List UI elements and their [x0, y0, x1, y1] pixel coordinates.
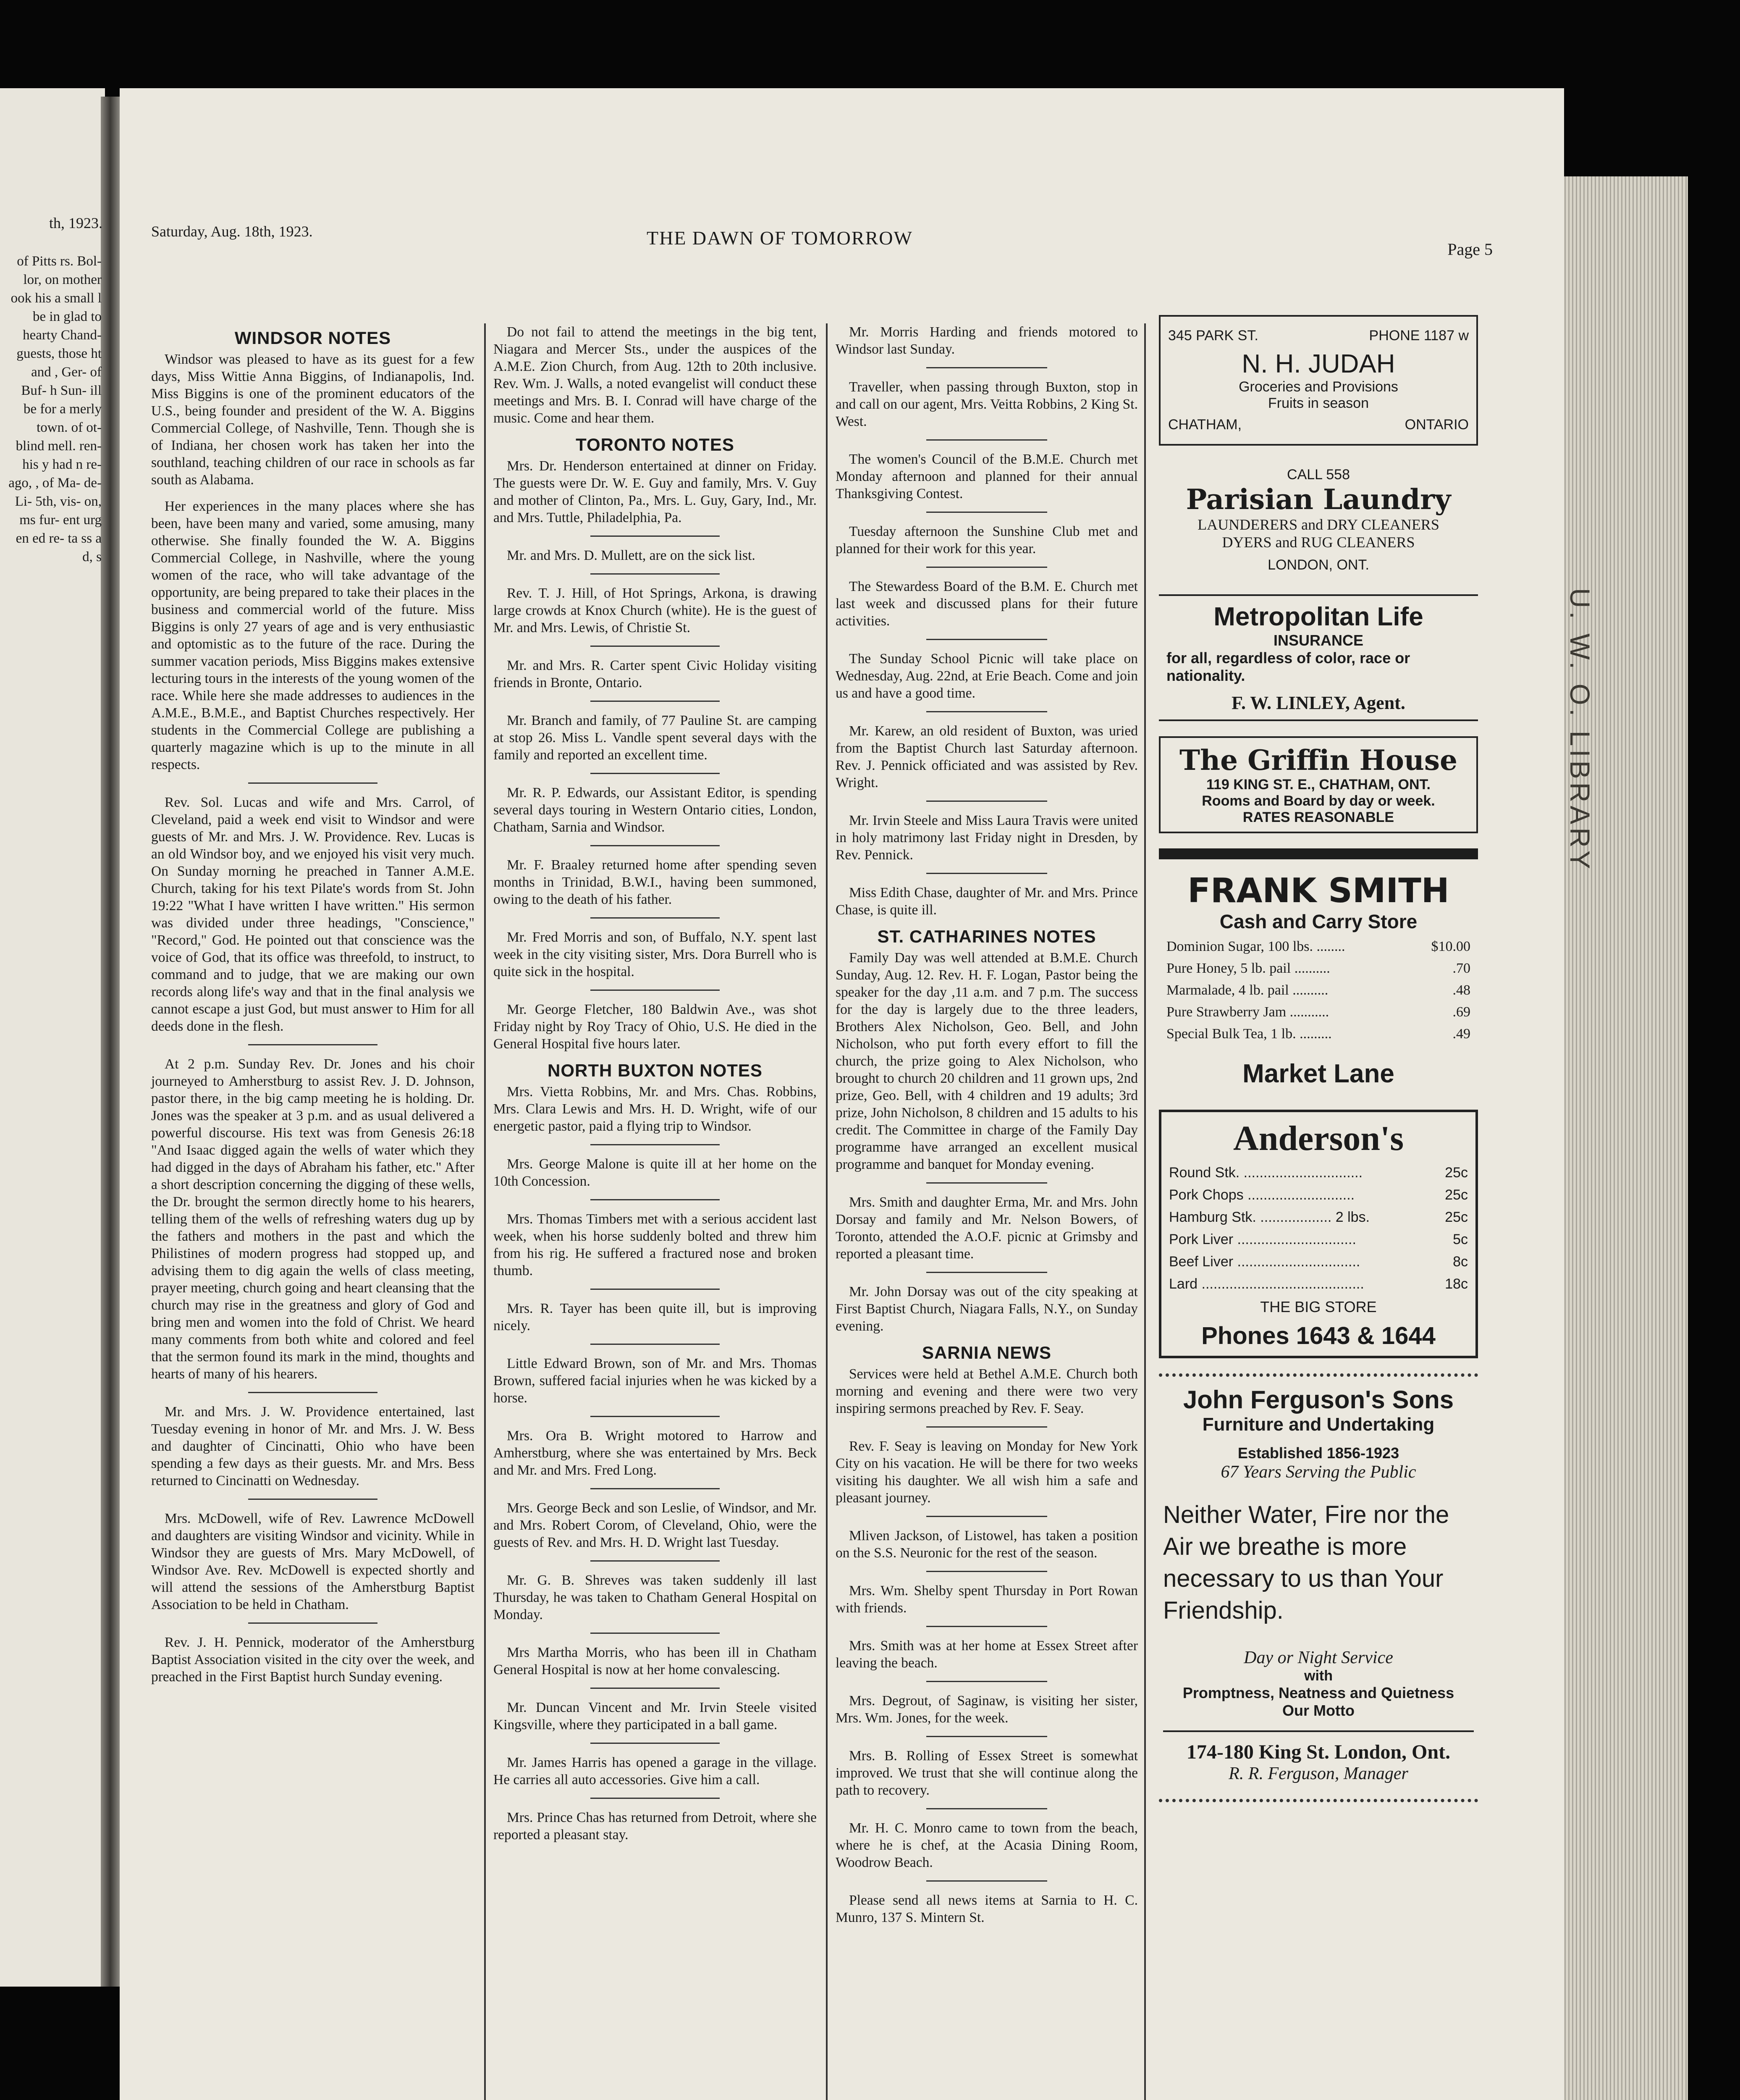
- article-paragraph: Miss Edith Chase, daughter of Mr. and Mrs. Prince Chase, is quite ill.: [836, 885, 1138, 918]
- divider: [926, 512, 1047, 513]
- laundry-line1: LAUNDERERS and DRY CLEANERS: [1198, 516, 1439, 533]
- price-value: .49: [1452, 1026, 1470, 1042]
- price-item: Marmalade, 4 lb. pail ..........: [1166, 982, 1329, 998]
- article-paragraph: Little Edward Brown, son of Mr. and Mrs. Thomas Brown, suffered facial injuries when he was kicked by a horse.: [493, 1356, 817, 1406]
- column-3: [836, 323, 1138, 1935]
- article-paragraph: Please send all news items at Sarnia to H. C. Munro, 137 S. Mintern St.: [836, 1893, 1138, 1925]
- price-row: [1169, 1254, 1468, 1270]
- judah-phone: PHONE 1187 w: [1369, 328, 1469, 344]
- divider: [590, 1344, 720, 1345]
- page-header: [151, 214, 1547, 259]
- price-value: .70: [1452, 961, 1470, 976]
- previous-page-header: th, 1923.: [49, 215, 102, 231]
- divider: [248, 1499, 377, 1500]
- metropolitan-line1: for all, regardless of color, race or nationality.: [1166, 649, 1410, 684]
- price-row: [1166, 939, 1470, 955]
- price-row: [1166, 1026, 1470, 1042]
- price-item: Pork Chops ...........................: [1169, 1187, 1355, 1203]
- price-row: [1166, 1004, 1470, 1020]
- divider: [248, 1044, 377, 1045]
- article-paragraph: Mrs. Ora B. Wright motored to Harrow and Amherstburg, where she was entertained by Mrs. Beck and Mr. and Mrs. Fred Long.: [493, 1428, 817, 1478]
- article-paragraph: Rev. T. J. Hill, of Hot Springs, Arkona, is drawing large crowds at Knox Church (white). He is the guest of Mr. and Mrs. Lewis, of Christie St.: [493, 585, 817, 635]
- article-paragraph: Family Day was well attended at B.M.E. Church Sunday, Aug. 12. Rev. H. F. Logan, Pastor being the speaker for the day ,11 a.m. and 7 p.m. The success for the day is largely due to the three leaders, Brothers Alex Nicholson, Geo. Bell, and John Nicholson, who put forth every effort to fill the church, the prize going to Alex Nicholson, who brought to church 20 children and 11 grown ups, 2nd prize, Geo. Bell, with 4 children and 19 adults; 3rd prize, John Nicholson, 8 children and 15 adults to his credit. The Committee in charge of the Family Day programme have arranged an excellent musical programme and banquet for Monday evening.: [836, 950, 1138, 1172]
- frank-smith-name: FRANK SMITH: [1187, 871, 1449, 910]
- frank-smith-price-list: [1166, 939, 1470, 1042]
- article-paragraph: Mliven Jackson, of Listowel, has taken a position on the S.S. Neuronic for the rest of the season.: [836, 1528, 1138, 1561]
- andersons-ad: [1159, 1110, 1478, 1358]
- ferguson-motto: Our Motto: [1282, 1702, 1355, 1719]
- price-row: [1169, 1165, 1468, 1181]
- divider: [590, 845, 720, 846]
- article-paragraph: Mrs. Smith and daughter Erma, Mr. and Mrs. John Dorsay and family and Mr. Nelson Bowers, of Toronto, attended the A.O.F. picnic at Grimsby and reported a pleasant time.: [836, 1194, 1138, 1262]
- toronto-notes-heading: TORONTO NOTES: [576, 435, 734, 454]
- griffin-house-ad: [1159, 736, 1478, 833]
- article-paragraph: Mr. Morris Harding and friends motored to Windsor last Sunday.: [836, 324, 1138, 357]
- divider: [590, 1199, 720, 1200]
- ferguson-ad: [1159, 1385, 1478, 1784]
- ferguson-name: John Ferguson's Sons: [1183, 1386, 1454, 1414]
- price-item: Pure Honey, 5 lb. pail ..........: [1166, 961, 1330, 976]
- price-item: Special Bulk Tea, 1 lb. .........: [1166, 1026, 1332, 1042]
- divider: [590, 1560, 720, 1562]
- divider: [590, 1688, 720, 1689]
- judah-ad: [1159, 315, 1478, 446]
- article-paragraph: Services were held at Bethel A.M.E. Church both morning and evening and there were two very inspiring sermons preached by Rev. F. Seay.: [836, 1366, 1138, 1416]
- laundry-line2: DYERS and RUG CLEANERS: [1222, 534, 1415, 551]
- previous-page-text: of Pitts rs. Bol- lor, on mother ook his a small l be in glad to hearty Chand- guests, those ht and , Ger- of Buf- h Sun- ill be for a merly town. of ot- blind mell. ren- his y had n re- ago, , of Ma- de- Li- 5th, vis- on, ms fur- ent urg en ed re- ta ss a d, s: [8, 254, 102, 564]
- article-paragraph: Mr. George Fletcher, 180 Baldwin Ave., was shot Friday night by Roy Tracy of Ohio, U.S. He died in the General Hospital five hours later.: [493, 1002, 817, 1052]
- ferguson-address: 174-180 King St. London, Ont.: [1186, 1741, 1451, 1763]
- article-paragraph: The Sunday School Picnic will take place on Wednesday, Aug. 22nd, at Erie Beach. Come and join us and have a good time.: [836, 651, 1138, 701]
- parisian-laundry-ad: [1159, 461, 1478, 579]
- griffin-line1: Rooms and Board by day or week.: [1202, 793, 1435, 809]
- laundry-call: CALL 558: [1287, 467, 1350, 483]
- price-item: Pork Liver ..............................: [1169, 1231, 1356, 1247]
- newspaper-title: THE DAWN OF TOMORROW: [647, 227, 913, 249]
- article-paragraph: Mrs. B. Rolling of Essex Street is somewhat improved. We trust that she will continue along the path to recovery.: [836, 1748, 1138, 1798]
- north-buxton-notes-heading: NORTH BUXTON NOTES: [548, 1060, 763, 1080]
- column-rule: [484, 323, 486, 2100]
- article-paragraph: Mr. F. Braaley returned home after spending seven months in Trinidad, B.W.I., having been summoned, owing to the death of his father.: [493, 857, 817, 907]
- price-value: $10.00: [1431, 939, 1470, 954]
- windsor-notes-heading: WINDSOR NOTES: [234, 328, 391, 348]
- price-row: [1169, 1231, 1468, 1248]
- ferguson-with: with: [1304, 1668, 1333, 1684]
- price-value: .48: [1452, 982, 1470, 998]
- article-paragraph: Mr. James Harris has opened a garage in the village. He carries all auto accessories. Give him a call.: [493, 1755, 817, 1788]
- ferguson-sub: Furniture and Undertaking: [1202, 1414, 1435, 1435]
- article-paragraph: Windsor was pleased to have as its guest for a few days, Miss Wittie Anna Biggins, of Indianapolis, Ind. Miss Biggins is one of the prominent educators of the U.S., being founder and president of the W. A. Biggins Commercial College, of Nashville, Tenn. Though she is of Indiana, her chosen work has taken her into the southland, teaching children of our race in schools as far south as Alabama.: [151, 352, 474, 488]
- issue-date: Saturday, Aug. 18th, 1923.: [151, 223, 313, 240]
- divider: [590, 917, 720, 919]
- andersons-tag: THE BIG STORE: [1260, 1298, 1377, 1315]
- divider: [926, 1182, 1047, 1184]
- divider: [926, 1808, 1047, 1809]
- price-value: 25c: [1445, 1209, 1468, 1225]
- article-paragraph: Mrs Martha Morris, who has been ill in Chatham General Hospital is now at her home convalescing.: [493, 1645, 817, 1677]
- griffin-name: The Griffin House: [1179, 744, 1457, 777]
- article-paragraph: Mrs. Dr. Henderson entertained at dinner on Friday. The guests were Dr. W. E. Guy and family, Mrs. V. Guy and mother of Clinton, Pa., Mrs. L. Guy, Gary, Ind., Mr. and Mrs. Tuttle, Philadelphia, Pa.: [493, 458, 817, 525]
- price-value: 25c: [1445, 1187, 1468, 1203]
- judah-top-row: [1168, 328, 1469, 344]
- divider: [590, 646, 720, 647]
- divider: [926, 873, 1047, 874]
- price-item: Hamburg Stk. .................. 2 lbs.: [1169, 1209, 1370, 1225]
- judah-city-row: [1168, 417, 1469, 433]
- page-number: Page 5: [1447, 240, 1493, 259]
- divider: [590, 536, 720, 537]
- ferguson-qualities: Promptness, Neatness and Quietness: [1182, 1684, 1454, 1701]
- divider: [590, 1488, 720, 1489]
- divider: [590, 1289, 720, 1290]
- divider: [248, 1622, 377, 1624]
- article-paragraph: Mrs. Thomas Timbers met with a serious accident last week, when his horse suddenly bolted and threw him from his rig. He suffered a fractured nose and broken thumb.: [493, 1211, 817, 1278]
- article-paragraph: Mr. John Dorsay was out of the city speaking at First Baptist Church, Niagara Falls, N.Y., on Sunday evening.: [836, 1284, 1138, 1334]
- price-value: .69: [1452, 1004, 1470, 1020]
- article-paragraph: Rev. J. H. Pennick, moderator of the Amherstburg Baptist Association visited in the city over the week, and preached in the First Baptist hurch Sunday evening.: [151, 1635, 474, 1685]
- metropolitan-sub: INSURANCE: [1273, 632, 1363, 649]
- divider: [590, 1798, 720, 1799]
- andersons-price-list: [1169, 1165, 1468, 1292]
- price-row: [1169, 1209, 1468, 1226]
- price-row: [1166, 982, 1470, 998]
- price-value: 8c: [1453, 1254, 1468, 1270]
- dotted-rule: [1159, 1373, 1478, 1377]
- divider: [590, 990, 720, 991]
- divider: [248, 1392, 377, 1393]
- judah-province: ONTARIO: [1405, 417, 1469, 433]
- st-catharines-notes-heading: ST. CATHARINES NOTES: [877, 927, 1096, 946]
- laundry-name: Parisian Laundry: [1186, 483, 1451, 516]
- divider: [1163, 1730, 1474, 1732]
- article-paragraph: Mr. and Mrs. J. W. Providence entertained, last Tuesday evening in honor of Mr. and Mrs. J. W. Bess and daughter of Cincinatti, Ohio who have been spending a few days as their guests. Mr. and Mrs. Bess returned to Cincinatti on Wednesday.: [151, 1404, 474, 1488]
- divider: [926, 1736, 1047, 1737]
- article-paragraph: Mr. G. B. Shreves was taken suddenly ill last Thursday, he was taken to Chatham General Hospital on Monday.: [493, 1572, 817, 1622]
- article-paragraph: At 2 p.m. Sunday Rev. Dr. Jones and his choir journeyed to Amherstburg to assist Rev. J. D. Johnson, pastor there, in the big camp meeting he is holding. Dr. Jones was the speaker at 3 p.m. and as usual delivered a powerful discourse. His text was from Genesis 26:18 "And Isaac digged again the wells of water which they had digged in the days of Abraham his father, etc." After a short description concerning the digging of these wells, the Dr. brought the sermon directly home to his hearers, telling them of the wells of refreshing waters dug up by the fathers and mothers in the past and which the Philistines of modern progress had stopped up, and advising them to dig again the wells of class meeting, prayer meeting, church going and heart cleansing that the church may rise in the greatness and glory of God and bring men and women into the fold of Christ. We heard many comments from both white and colored and feel that the sermon found its mark in the mind, thoughts and hearts of many of his hearers.: [151, 1056, 474, 1382]
- page-edges: [1562, 176, 1688, 2100]
- laundry-city: LONDON, ONT.: [1268, 557, 1369, 573]
- article-paragraph: Mrs. George Malone is quite ill at her home on the 10th Concession.: [493, 1156, 817, 1189]
- ferguson-service: Day or Night Service: [1244, 1648, 1393, 1667]
- divider: [926, 1880, 1047, 1882]
- divider: [590, 1743, 720, 1744]
- griffin-address: 119 KING ST. E., CHATHAM, ONT.: [1206, 777, 1431, 793]
- metropolitan-life-ad: [1159, 594, 1478, 721]
- article-paragraph: Mr. Branch and family, of 77 Pauline St. are camping at stop 26. Miss L. Vandle spent several days with the family and reported an excellent time.: [493, 713, 817, 763]
- frank-smith-sub: Cash and Carry Store: [1219, 911, 1418, 932]
- article-paragraph: Mrs. Degrout, of Saginaw, is visiting her sister, Mrs. Wm. Jones, for the week.: [836, 1693, 1138, 1726]
- price-row: [1169, 1276, 1468, 1292]
- divider: [590, 1144, 720, 1145]
- divider: [926, 1516, 1047, 1517]
- divider: [926, 801, 1047, 802]
- article-paragraph: Mr. and Mrs. D. Mullett, are on the sick list.: [507, 548, 755, 563]
- price-row: [1166, 961, 1470, 976]
- column-1: [151, 323, 474, 1695]
- price-row: [1169, 1187, 1468, 1203]
- divider: [590, 1416, 720, 1417]
- article-paragraph: The women's Council of the B.M.E. Church met Monday afternoon and planned for their annual Thanksgiving Contest.: [836, 452, 1138, 501]
- andersons-phones: Phones 1643 & 1644: [1201, 1322, 1436, 1349]
- sarnia-news-heading: SARNIA NEWS: [922, 1343, 1052, 1362]
- divider: [590, 573, 720, 575]
- article-paragraph: Do not fail to attend the meetings in the big tent, Niagara and Mercer Sts., under the auspices of the A.M.E. Zion Church, from Aug. 12th to 20th inclusive. Rev. Wm. J. Walls, a noted evangelist will conduct these meetings and Mrs. B. I. Conrad will have charge of the music. Come and hear them.: [493, 324, 817, 426]
- article-paragraph: Mrs. Prince Chas has returned from Detroit, where she reported a pleasant stay.: [493, 1810, 817, 1843]
- article-paragraph: Mr. and Mrs. R. Carter spent Civic Holiday visiting friends in Bronte, Ontario.: [493, 658, 817, 690]
- price-item: Lard .........................................: [1169, 1276, 1364, 1292]
- divider: [926, 1426, 1047, 1428]
- ferguson-est: Established 1856-1923: [1237, 1444, 1399, 1462]
- article-paragraph: Traveller, when passing through Buxton, stop in and call on our agent, Mrs. Veitta Robbins, 2 King St. West.: [836, 379, 1138, 429]
- article-paragraph: Mrs. Wm. Shelby spent Thursday in Port Rowan with friends.: [836, 1583, 1138, 1616]
- column-rule: [1144, 323, 1146, 2100]
- article-paragraph: Rev. Sol. Lucas and wife and Mrs. Carrol, of Cleveland, paid a week end visit to Windsor and were guests of Mr. and Mrs. J. W. Providence. Rev. Lucas is an old Windsor boy, and we enjoyed his visit very much. On Sunday morning he preached in Tanner A.M.E. Church, taking for his text Pilate's words from St. John 19:22 "What I have written I have written." His sermon was divided under three headings, "Conscience," "Record," God. He pointed out that conscience was the voice of God, that its office was threefold, to instruct, to command and to judge, that we are making our own records along life's way and that in the final analysis we cannot escape a just God, but must answer to Him for all deeds done in the flesh.: [151, 795, 474, 1034]
- column-rule: [826, 323, 828, 2100]
- price-value: 5c: [1453, 1231, 1468, 1247]
- divider: [590, 773, 720, 774]
- griffin-line2: RATES REASONABLE: [1242, 809, 1394, 825]
- article-paragraph: Rev. F. Seay is leaving on Monday for New York City on his vacation. He will be there for two weeks visiting his daughter. We all wish him a safe and pleasant journey.: [836, 1438, 1138, 1506]
- divider: [590, 701, 720, 702]
- advertisement-column: [1159, 315, 1478, 1811]
- andersons-name: Anderson's: [1233, 1119, 1404, 1158]
- frank-smith-ad: [1159, 871, 1478, 1095]
- article-paragraph: Mrs. George Beck and son Leslie, of Windsor, and Mr. and Mrs. Robert Corom, of Cleveland, Ohio, were the guests of Rev. and Mrs. H. D. Wright last Tuesday.: [493, 1500, 817, 1550]
- divider: [926, 367, 1047, 368]
- article-paragraph: Mrs. McDowell, wife of Rev. Lawrence McDowell and daughters are visiting Windsor and vicinity. While in Windsor they are guests of Mrs. Mary McDowell, of Windsor Ave. Rev. McDowell is expected shortly and will attend the sessions of the Amherstburg Baptist Association to be held in Chatham.: [151, 1511, 474, 1612]
- price-item: Pure Strawberry Jam ...........: [1166, 1004, 1329, 1020]
- judah-city: CHATHAM,: [1168, 417, 1242, 433]
- previous-page-fragment: [0, 88, 105, 1987]
- column-2: [493, 323, 817, 1853]
- divider: [926, 1626, 1047, 1627]
- newspaper-page: [8, 88, 1564, 2100]
- divider: [926, 639, 1047, 640]
- library-stamp: U. W. O. LIBRARY: [1564, 588, 1596, 872]
- article-paragraph: Mr. Irvin Steele and Miss Laura Travis were united in holy matrimony last Friday night in Dresden, by Rev. Pennick.: [836, 813, 1138, 863]
- price-item: Round Stk. ..............................: [1169, 1165, 1363, 1181]
- divider: [926, 1272, 1047, 1273]
- divider: [926, 711, 1047, 712]
- market-lane: Market Lane: [1242, 1059, 1394, 1088]
- price-item: Beef Liver ...............................: [1169, 1254, 1360, 1270]
- judah-name: N. H. JUDAH: [1242, 349, 1395, 378]
- ferguson-manager: R. R. Ferguson, Manager: [1229, 1764, 1408, 1783]
- article-paragraph: Tuesday afternoon the Sunshine Club met and planned for their work for this year.: [836, 524, 1138, 556]
- dotted-rule: [1159, 1799, 1478, 1802]
- price-value: 18c: [1445, 1276, 1468, 1292]
- divider: [926, 439, 1047, 441]
- divider: [248, 782, 377, 784]
- ferguson-years: 67 Years Serving the Public: [1221, 1462, 1416, 1482]
- judah-line1: Groceries and Provisions: [1239, 379, 1398, 395]
- article-paragraph: The Stewardess Board of the B.M. E. Church met last week and discussed plans for their future activities.: [836, 579, 1138, 629]
- article-paragraph: Mrs. Vietta Robbins, Mr. and Mrs. Chas. Robbins, Mrs. Clara Lewis and Mrs. H. D. Wright, wife of our energetic pastor, paid a flying trip to Windsor.: [493, 1084, 817, 1134]
- article-paragraph: Her experiences in the many places where she has been, have been many and varied, some amusing, many otherwise. She finally founded the W. A. Biggins Commercial College, in Nashville, where the young women of the race, who will take advantage of the opportunity, are being prepared to take their places in the business and commercial world of the future. Miss Biggins is only 27 years of age and is very enthusiastic and optomistic as to the future of the race. During the summer vacation periods, Miss Biggins makes extensive lecturing tours in the interests of the young women of the race. While here she made addresses to audiences in the A.M.E., B.M.E., and Baptist Churches respectively. Her students in the Commercial College are publishing a quarterly magazine which is up to the minute in all respects.: [151, 499, 474, 772]
- metropolitan-name: Metropolitan Life: [1213, 602, 1423, 631]
- article-paragraph: Mr. Duncan Vincent and Mr. Irvin Steele visited Kingsville, where they participated in a ball game.: [493, 1700, 817, 1732]
- article-paragraph: Mr. Karew, an old resident of Buxton, was uried from the Baptist Church last Saturday afternoon. Rev. J. Pennick officiated and was assisted by Rev. Wright.: [836, 723, 1138, 790]
- divider: [926, 1681, 1047, 1682]
- divider: [926, 1571, 1047, 1572]
- divider: [590, 1633, 720, 1634]
- heavy-rule: [1159, 848, 1478, 859]
- article-paragraph: Mrs. R. Tayer has been quite ill, but is improving nicely.: [493, 1301, 817, 1334]
- ferguson-slogan: Neither Water, Fire nor the Air we breathe is more necessary to us than Your Friendship.: [1163, 1501, 1449, 1624]
- judah-address: 345 PARK ST.: [1168, 328, 1258, 344]
- price-value: 25c: [1445, 1165, 1468, 1181]
- divider: [926, 567, 1047, 568]
- article-paragraph: Mr. H. C. Monro came to town from the beach, where he is chef, at the Acasia Dining Room, Woodrow Beach.: [836, 1820, 1138, 1870]
- price-item: Dominion Sugar, 100 lbs. ........: [1166, 939, 1345, 954]
- judah-line2: Fruits in season: [1268, 395, 1369, 411]
- article-paragraph: Mr. Fred Morris and son, of Buffalo, N.Y. spent last week in the city visiting sister, Mrs. Dora Burrell who is quite sick in the hospital.: [493, 929, 817, 979]
- metropolitan-agent: F. W. LINLEY, Agent.: [1232, 693, 1405, 713]
- article-paragraph: Mrs. Smith was at her home at Essex Street after leaving the beach.: [836, 1638, 1138, 1671]
- article-paragraph: Mr. R. P. Edwards, our Assistant Editor, is spending several days touring in Western Ontario cities, London, Chatham, Sarnia and Windsor.: [493, 785, 817, 835]
